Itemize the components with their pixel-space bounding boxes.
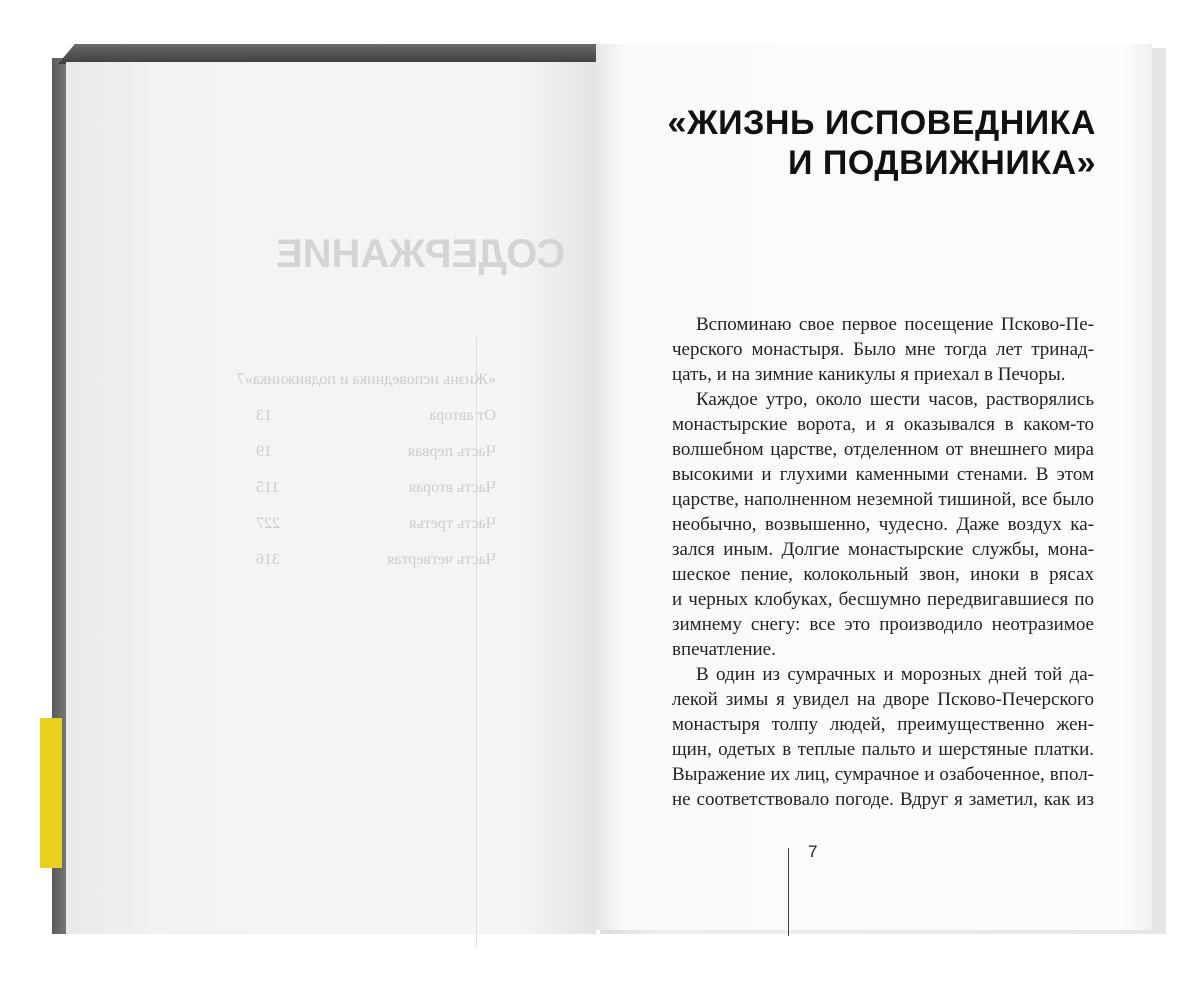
ghost-toc-row: [236, 362, 496, 398]
ghost-toc-label: Часть вторая: [408, 479, 496, 496]
ghost-toc-label: От автора: [429, 407, 496, 424]
text-line: черского монастыря. Было мне тогда лет тринад-: [672, 339, 1094, 360]
book-cover-top-edge: [58, 44, 635, 64]
cover-yellow-strip: [40, 718, 62, 868]
ghost-toc-row: [256, 470, 496, 506]
ghost-toc-label: Часть третья: [409, 515, 496, 532]
text-line: монастырские ворота, и я оказывался в каком-то: [672, 414, 1094, 435]
text-line: волшебном царстве, отделенном от внешнего мира: [672, 439, 1094, 460]
ghost-toc-page: 115: [256, 479, 280, 496]
chapter-title-line: И ПОДВИЖНИКА»: [788, 144, 1096, 182]
text-line: лекой зимы я увидел на дворе Псково-Печерского: [672, 689, 1094, 710]
ghost-toc-page: 227: [256, 515, 280, 532]
text-line: монастыря толпу людей, преимущественно жен-: [672, 714, 1094, 735]
page-number: 7: [808, 842, 818, 861]
ghost-toc: [236, 362, 496, 578]
text-line: цать, и на зимние каникулы я приехал в Печоры.: [672, 364, 1066, 385]
ghost-toc-row: [256, 434, 496, 470]
ghost-toc-page: 13: [256, 407, 272, 424]
text-line: Вспоминаю свое первое посещение Псково-Пе-: [696, 314, 1094, 335]
text-line: зался иным. Долгие монастырские службы, мона-: [672, 539, 1094, 560]
ghost-toc-label: «Жизнь исповедника и подвижника»: [244, 371, 496, 388]
text-line: В один из сумрачных и морозных дней той да-: [696, 664, 1094, 685]
text-line: царстве, наполненном неземной тишиной, все было: [672, 489, 1094, 510]
text-line: и черных клобуках, бесшумно передвигавшиеся по: [672, 589, 1094, 610]
text-line: Выражение их лиц, сумрачное и озабоченное, впол-: [672, 764, 1094, 785]
ghost-toc-label: Часть первая: [407, 443, 496, 460]
ghost-toc-page: 316: [256, 551, 280, 568]
ghost-toc-page: 7: [236, 371, 245, 388]
page-number-rule: [788, 848, 789, 936]
left-page: [66, 62, 596, 934]
text-line: Каждое утро, около шести часов, растворялись: [696, 389, 1094, 410]
text-line: не соответствовало погоде. Вдруг я заметил, как из: [672, 789, 1094, 810]
ghost-toc-page: 19: [256, 443, 272, 460]
chapter-title: [668, 103, 1096, 183]
ghost-toc-label: Часть четвертая: [386, 551, 496, 568]
text-line: зимнему снегу: все это производило неотразимое: [672, 614, 1094, 635]
text-line: необычно, возвышенно, чудесно. Даже воздух ка-: [672, 514, 1094, 535]
ghost-toc-row: [256, 398, 496, 434]
body-text: [672, 312, 1094, 812]
text-line: шеское пение, колокольный звон, иноки в рясах: [672, 564, 1094, 585]
ghost-toc-row: [256, 542, 496, 578]
text-line: впечатление.: [672, 639, 776, 660]
ghost-contents-title: СОДЕРЖАНИЕ: [276, 232, 566, 276]
text-line: щин, одетых в теплые пальто и шерстяные платки.: [672, 739, 1094, 760]
ghost-toc-row: [256, 506, 496, 542]
chapter-title-line: «ЖИЗНЬ ИСПОВЕДНИКА: [667, 104, 1096, 142]
text-line: высокими и глухими каменными стенами. В этом: [672, 464, 1094, 485]
